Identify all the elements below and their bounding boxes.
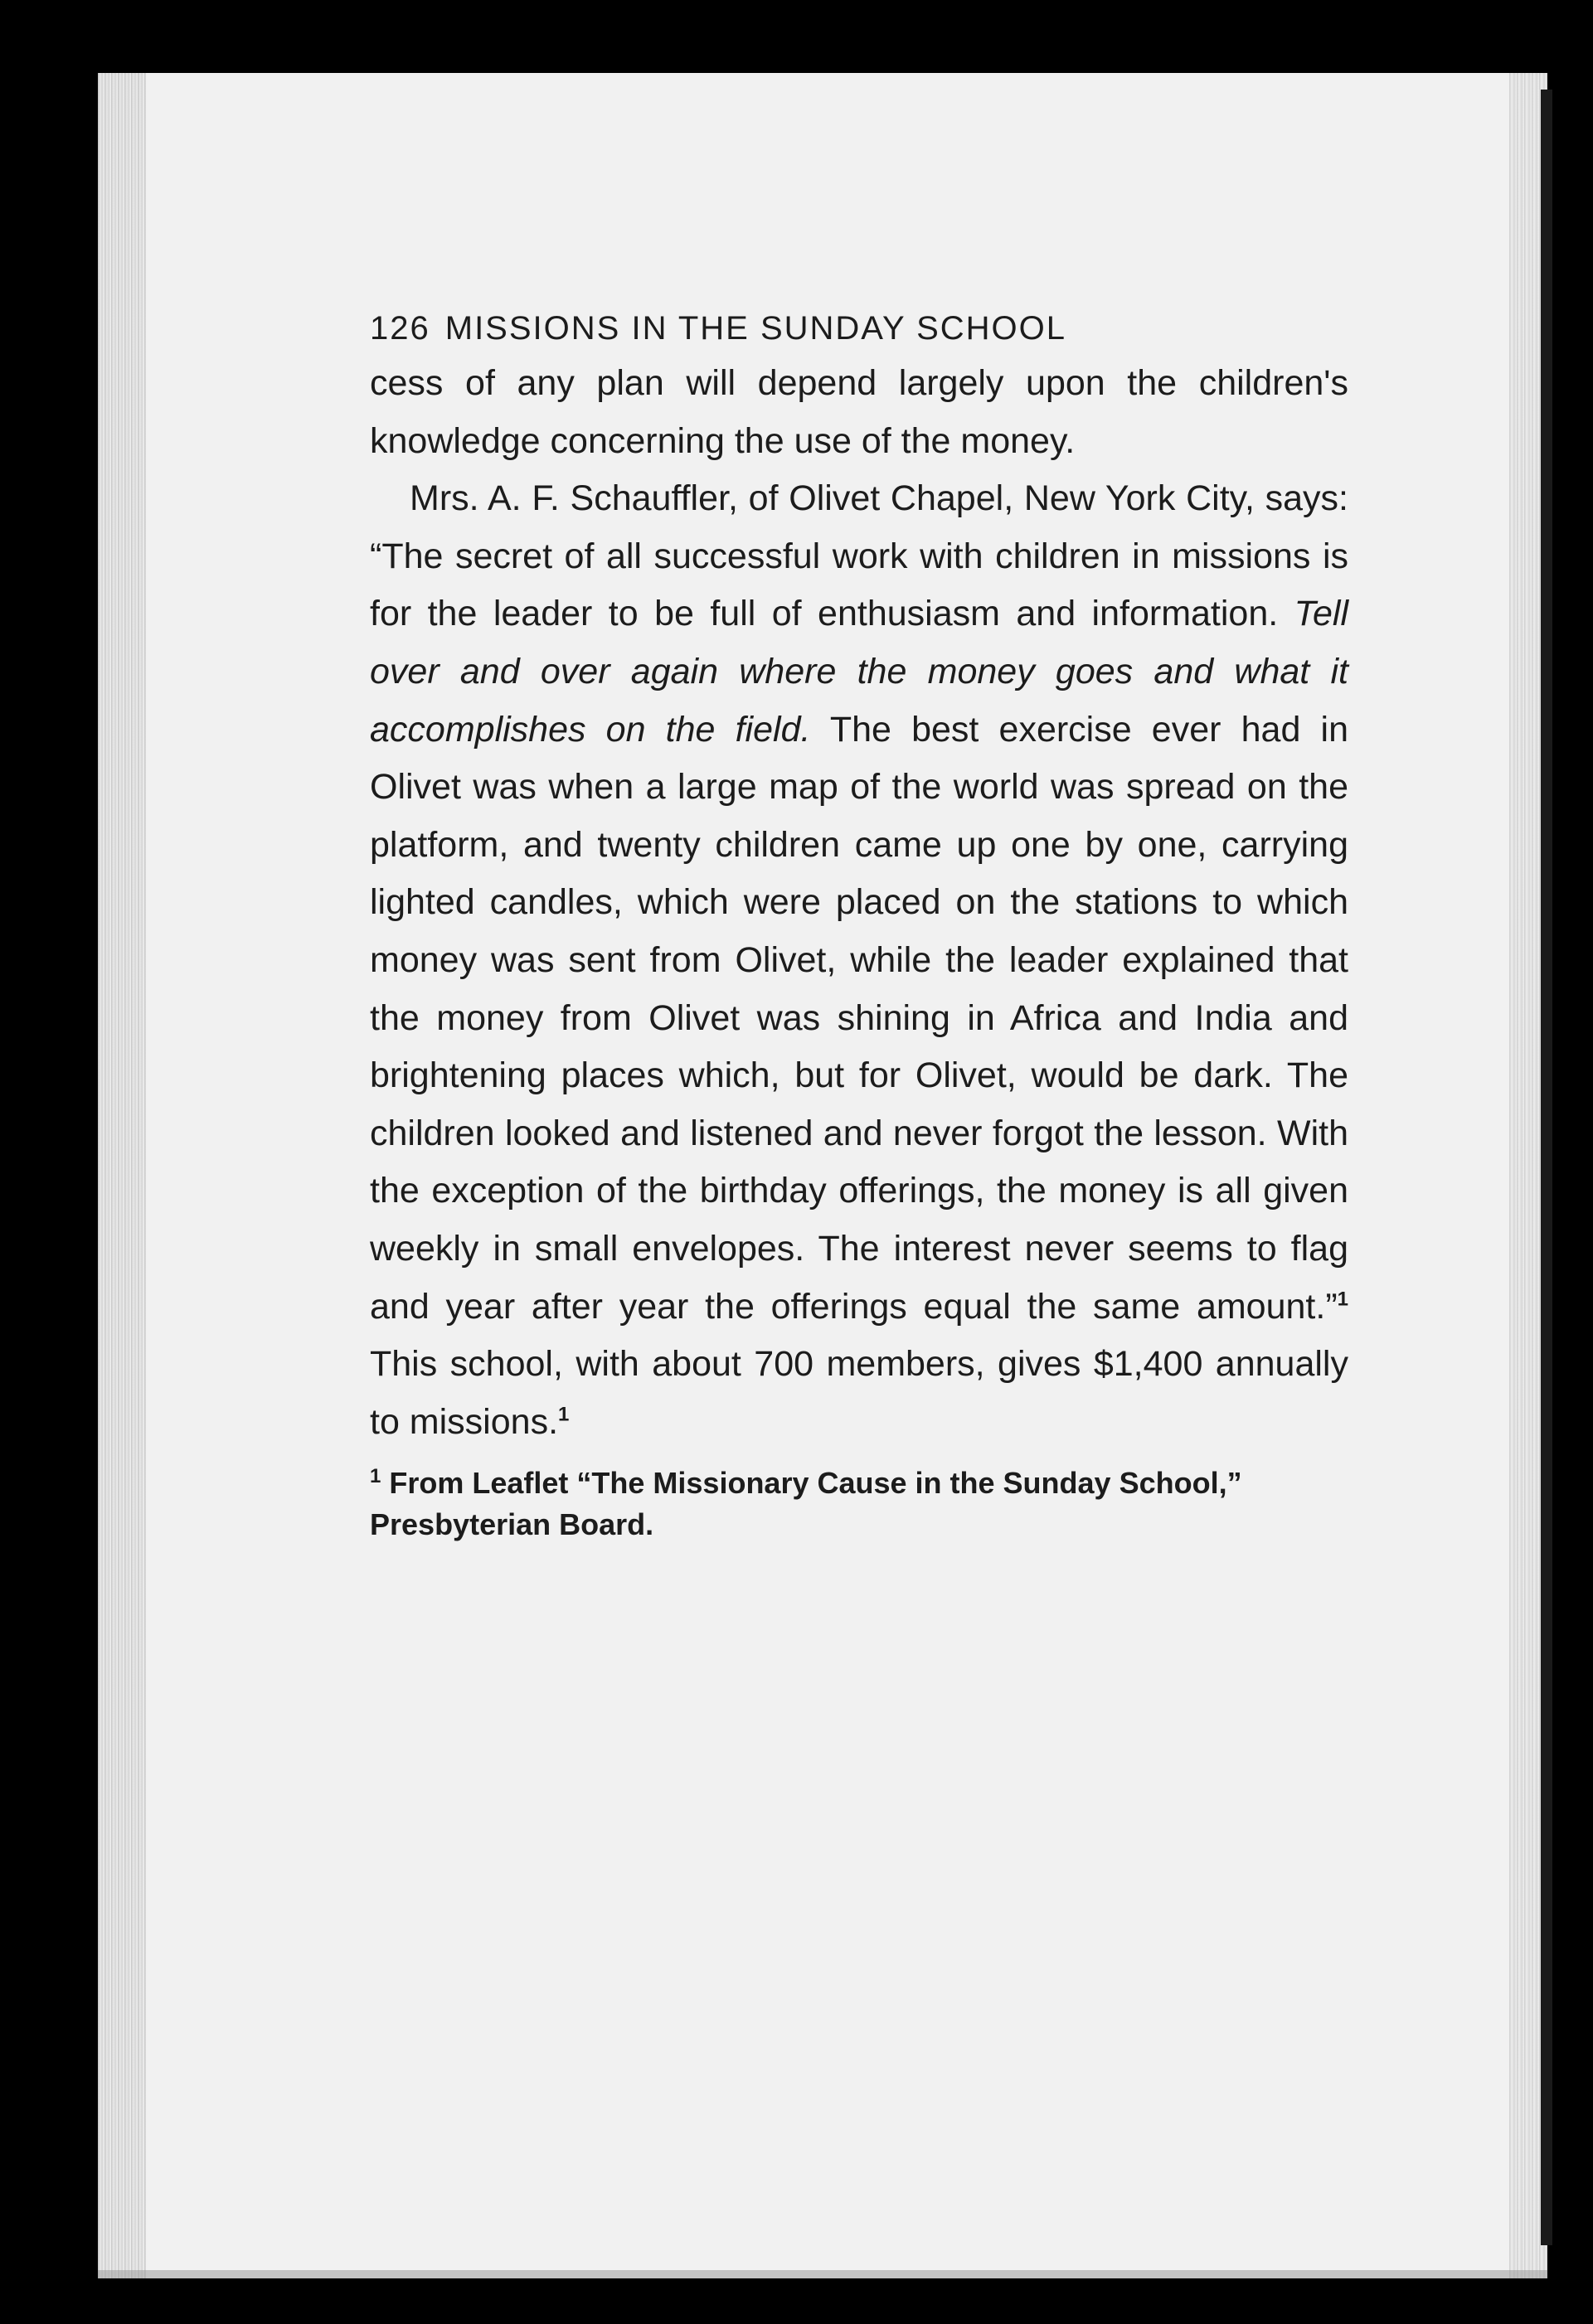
footnote-reference-1: 1 [1337, 1288, 1348, 1311]
footnote-reference-2: 1 [558, 1403, 570, 1426]
paragraph-2-text-b: The best exercise ever had in Olivet was when a large map of the world was spread on the platform, and twenty children came up one by one, carrying lighted candles, which were placed on the stations to which money was sent from Olivet, while the leader explained that the money from Olivet was shining in Africa and India and brightening places which, but for Olivet, would be dark. The children looked and listened and never forgot the lesson. With the exception of the birthday offerings, the money is all given weekly in small envelopes. The interest never seems to flag and year after year the offerings equal the same amount.” [370, 709, 1348, 1327]
footnote-mark: 1 [370, 1465, 381, 1488]
footnote-text: From Leaflet “The Missionary Cause in the Sunday School,” Presbyterian Board. [370, 1466, 1242, 1542]
running-head [370, 305, 1348, 352]
page-text-block [370, 305, 1348, 1545]
paragraph-2-text-c: This school, with about 700 members, gives $1,400 annually to missions. [370, 1344, 1348, 1442]
scan-dark-border [1541, 90, 1552, 2245]
book-spine-edge [98, 73, 146, 2278]
running-head-title: MISSIONS IN THE SUNDAY SCHOOL [444, 310, 1066, 347]
paragraph-2-text-a: Mrs. A. F. Schauffler, of Olivet Chapel, New York City, says: “The secret of all successful work with children in missions is for the leader to be full of enthusiasm and information. [370, 478, 1348, 634]
paragraph-2-italic-text: Tell over and over again where the money goes and what it accomplishes on the field. [370, 594, 1348, 750]
footnote [370, 1463, 1348, 1545]
paragraph-2 [370, 470, 1348, 1451]
page-number: 126 [370, 310, 430, 347]
paragraph-1: cess of any plan will depend largely upon the children's knowledge concerning the use of the money. [370, 363, 1348, 461]
page-bottom-edge [98, 2270, 1547, 2278]
